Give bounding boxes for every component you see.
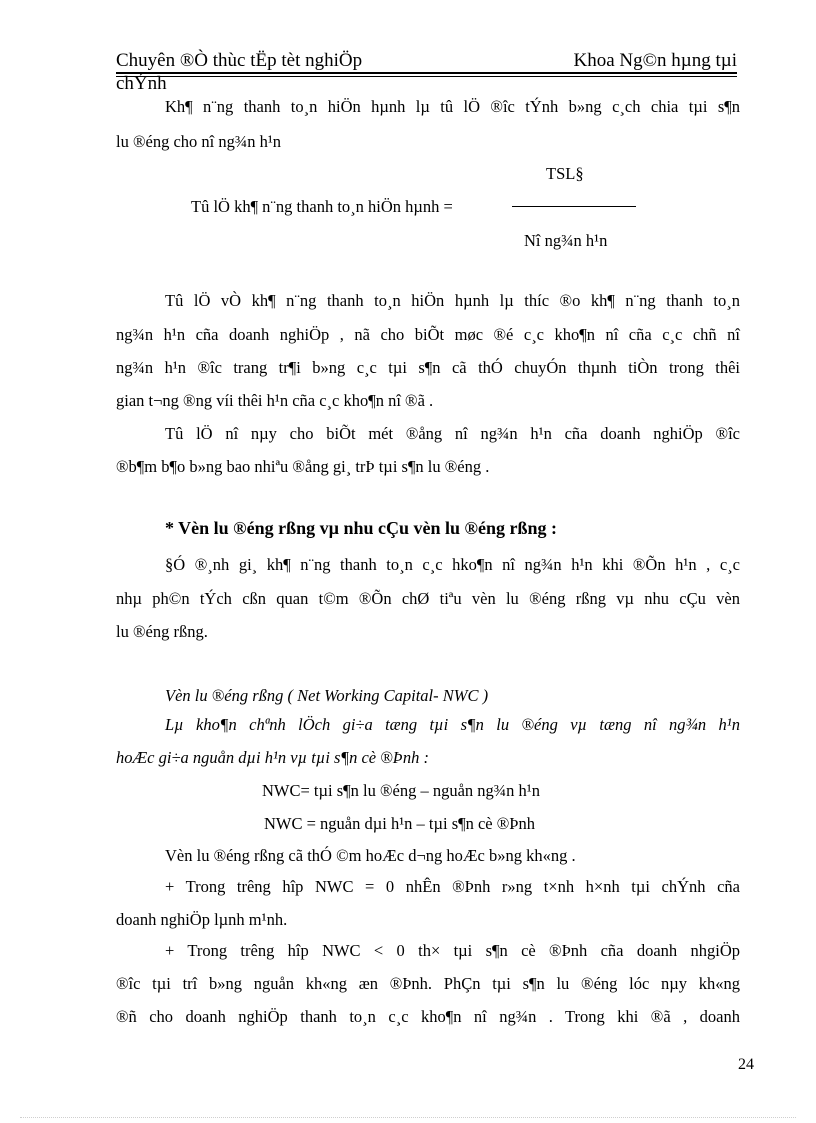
header-rule-thin bbox=[116, 76, 737, 77]
formula-label: Tû lÖ kh¶ n¨ng thanh to¸n hiÖn hµnh = bbox=[191, 197, 453, 216]
paragraph-line: ng¾n h¹n ®îc trang tr¶i b»ng c¸c tµi s¶n cã thÓ chuyÓn thµnh tiÒn trong thêi bbox=[116, 358, 740, 377]
paragraph-line: Tû lÖ nî nµy cho biÕt mét ®ång nî ng¾n h¹n cña doanh nghiÖp ®îc bbox=[165, 424, 740, 443]
paragraph-line: nhµ ph©n tÝch cßn quan t©m ®Õn chØ tiªu vèn lu ®éng rßng vµ nhu cÇu vèn bbox=[116, 589, 740, 608]
nwc-equation-2: NWC = nguån dµi h¹n – tµi s¶n cè ®Þnh bbox=[264, 814, 535, 833]
page-number: 24 bbox=[738, 1056, 754, 1073]
formula-denominator: Nî ng¾n h¹n bbox=[524, 231, 608, 250]
definition-line: Lµ kho¶n chªnh lÖch gi÷a tæng tµi s¶n lu ®éng vµ tæng nî ng¾n h¹n bbox=[165, 715, 740, 734]
paragraph-line: ng¾n h¹n cña doanh nghiÖp , nã cho biÕt møc ®é c¸c kho¶n nî cña c¸c chñ nî bbox=[116, 325, 740, 344]
paragraph-line: lu ®éng cho nî ng¾n h¹n bbox=[116, 132, 282, 151]
paragraph-line: ®ñ cho doanh nghiÖp thanh to¸n c¸c kho¶n nî ng¾n . Trong khi ®ã , doanh bbox=[116, 1007, 740, 1026]
paragraph-line: ®b¶m b¶o b»ng bao nhiªu ®ång gi¸ trÞ tµi s¶n lu ®éng . bbox=[116, 457, 490, 476]
paragraph-line: Vèn lu ®éng rßng cã thÓ ©m hoÆc d¬ng hoÆc b»ng kh«ng . bbox=[165, 846, 576, 865]
page-header bbox=[116, 50, 737, 94]
paragraph-line: Kh¶ n¨ng thanh to¸n hiÖn hµnh lµ tû lÖ ®îc tÝnh b»ng c¸ch chia tµi s¶n bbox=[165, 97, 740, 116]
paragraph-line: + Trong trêng hîp NWC = 0 nhÊn ®Þnh r»ng t×nh h×nh tµi chÝnh cña bbox=[165, 877, 740, 896]
paragraph-line: + Trong trêng hîp NWC < 0 th× tµi s¶n cè ®Þnh cña doanh nhgiÖp bbox=[165, 941, 740, 960]
paragraph-line: lu ®éng rßng. bbox=[116, 622, 208, 641]
paragraph-line: §Ó ®¸nh gi¸ kh¶ n¨ng thanh to¸n c¸c hko¶n nî ng¾n h¹n khi ®Õn h¹n , c¸c bbox=[165, 555, 740, 574]
page-bottom-divider bbox=[20, 1117, 796, 1118]
paragraph-line: gian t¬ng ®ng víi thêi h¹n cña c¸c kho¶n nî ®ã . bbox=[116, 391, 434, 410]
definition-line: hoÆc gi÷a nguån dµi h¹n vµ tµi s¶n cè ®Þnh : bbox=[116, 748, 429, 767]
paragraph-line: ®îc tµi trî b»ng nguån kh«ng æn ®Þnh. PhÇn tµi s¶n lu ®éng lóc nµy kh«ng bbox=[116, 974, 740, 993]
nwc-equation-1: NWC= tµi s¶n lu ®éng – nguån ng¾n h¹n bbox=[262, 781, 540, 800]
header-title-left: Chuyên ®Ò thùc tËp tèt nghiÖp bbox=[116, 50, 363, 71]
paragraph-line: Tû lÖ vÒ kh¶ n¨ng thanh to¸n hiÖn hµnh lµ thíc ®o kh¶ n¨ng thanh to¸n bbox=[165, 291, 740, 310]
header-title-left-continued: chÝnh bbox=[116, 73, 167, 94]
header-rule-thick bbox=[116, 72, 737, 74]
section-heading: * Vèn lu ®éng rßng vµ nhu cÇu vèn lu ®éng rßng : bbox=[165, 518, 558, 538]
definition-title: Vèn lu ®éng rßng ( Net Working Capital- NWC ) bbox=[165, 686, 489, 705]
formula-numerator: TSL§ bbox=[546, 164, 584, 183]
header-title-right: Khoa Ng©n hµng tµi bbox=[573, 50, 737, 71]
formula-fraction-bar bbox=[512, 206, 636, 207]
paragraph-line: doanh nghiÖp lµnh m¹nh. bbox=[116, 910, 288, 929]
